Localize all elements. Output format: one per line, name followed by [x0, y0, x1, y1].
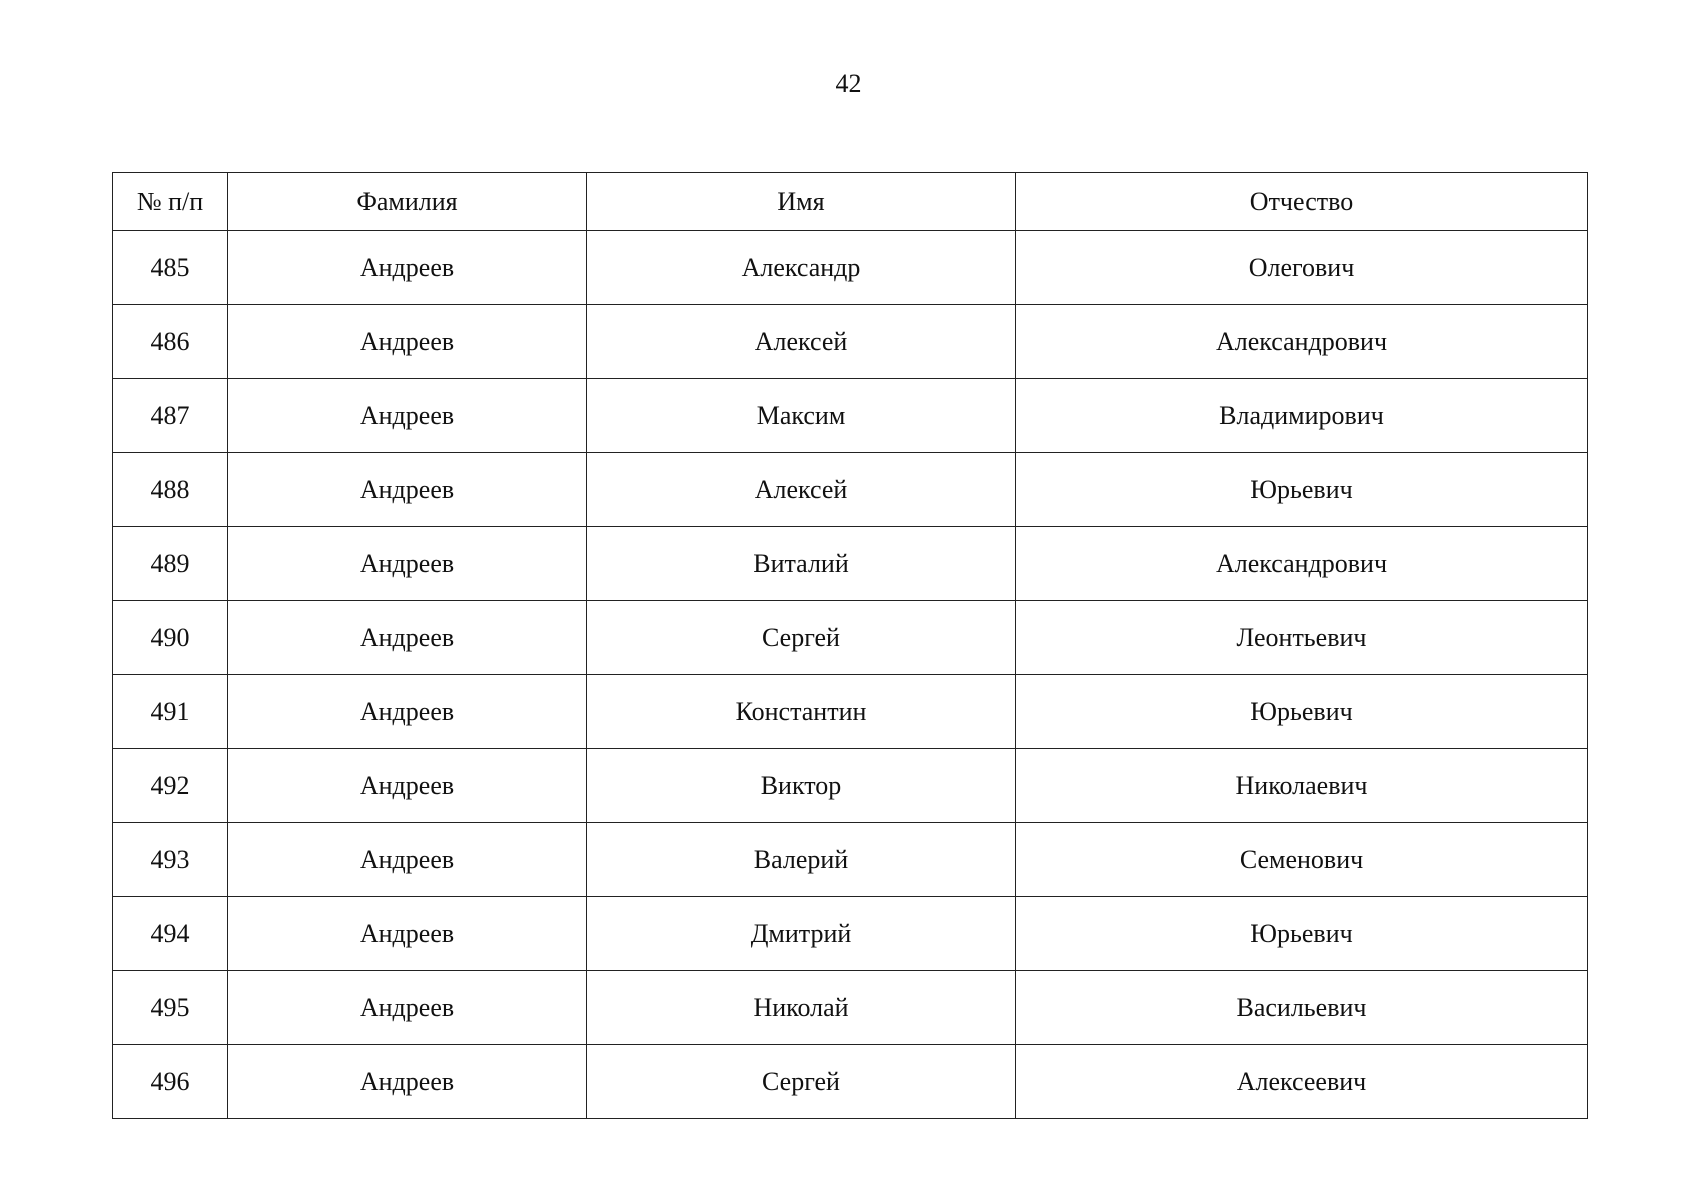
- table-row: [113, 379, 1588, 453]
- cell-patronymic: Алексеевич: [1016, 1045, 1588, 1119]
- cell-surname: Андреев: [228, 897, 587, 971]
- column-header-number: № п/п: [113, 173, 228, 231]
- table-header-row: [113, 173, 1588, 231]
- cell-first-name: Виталий: [587, 527, 1016, 601]
- cell-number: 495: [113, 971, 228, 1045]
- cell-number: 493: [113, 823, 228, 897]
- table-row: [113, 897, 1588, 971]
- cell-first-name: Александр: [587, 231, 1016, 305]
- cell-surname: Андреев: [228, 527, 587, 601]
- cell-number: 487: [113, 379, 228, 453]
- cell-first-name: Виктор: [587, 749, 1016, 823]
- table-row: [113, 305, 1588, 379]
- cell-first-name: Алексей: [587, 305, 1016, 379]
- column-header-first-name: Имя: [587, 173, 1016, 231]
- cell-patronymic: Юрьевич: [1016, 897, 1588, 971]
- cell-surname: Андреев: [228, 601, 587, 675]
- cell-surname: Андреев: [228, 675, 587, 749]
- cell-number: 488: [113, 453, 228, 527]
- cell-patronymic: Васильевич: [1016, 971, 1588, 1045]
- cell-surname: Андреев: [228, 1045, 587, 1119]
- cell-number: 486: [113, 305, 228, 379]
- table-row: [113, 601, 1588, 675]
- cell-patronymic: Семенович: [1016, 823, 1588, 897]
- cell-number: 496: [113, 1045, 228, 1119]
- cell-number: 491: [113, 675, 228, 749]
- cell-surname: Андреев: [228, 305, 587, 379]
- table-row: [113, 749, 1588, 823]
- cell-patronymic: Александрович: [1016, 527, 1588, 601]
- cell-surname: Андреев: [228, 971, 587, 1045]
- cell-first-name: Сергей: [587, 601, 1016, 675]
- cell-first-name: Максим: [587, 379, 1016, 453]
- cell-surname: Андреев: [228, 453, 587, 527]
- cell-patronymic: Леонтьевич: [1016, 601, 1588, 675]
- cell-first-name: Валерий: [587, 823, 1016, 897]
- names-table: [112, 172, 1588, 1119]
- cell-patronymic: Юрьевич: [1016, 453, 1588, 527]
- cell-number: 485: [113, 231, 228, 305]
- table-row: [113, 675, 1588, 749]
- cell-surname: Андреев: [228, 749, 587, 823]
- cell-first-name: Алексей: [587, 453, 1016, 527]
- table-row: [113, 823, 1588, 897]
- cell-surname: Андреев: [228, 231, 587, 305]
- column-header-patronymic: Отчество: [1016, 173, 1588, 231]
- cell-surname: Андреев: [228, 379, 587, 453]
- table-row: [113, 527, 1588, 601]
- cell-first-name: Константин: [587, 675, 1016, 749]
- cell-number: 490: [113, 601, 228, 675]
- cell-patronymic: Александрович: [1016, 305, 1588, 379]
- cell-patronymic: Владимирович: [1016, 379, 1588, 453]
- table-row: [113, 971, 1588, 1045]
- cell-first-name: Сергей: [587, 1045, 1016, 1119]
- cell-first-name: Николай: [587, 971, 1016, 1045]
- table-row: [113, 453, 1588, 527]
- page-number: 42: [835, 69, 862, 98]
- cell-number: 489: [113, 527, 228, 601]
- cell-patronymic: Юрьевич: [1016, 675, 1588, 749]
- column-header-surname: Фамилия: [228, 173, 587, 231]
- cell-patronymic: Олегович: [1016, 231, 1588, 305]
- cell-first-name: Дмитрий: [587, 897, 1016, 971]
- table-row: [113, 1045, 1588, 1119]
- cell-surname: Андреев: [228, 823, 587, 897]
- cell-number: 492: [113, 749, 228, 823]
- cell-patronymic: Николаевич: [1016, 749, 1588, 823]
- cell-number: 494: [113, 897, 228, 971]
- table-row: [113, 231, 1588, 305]
